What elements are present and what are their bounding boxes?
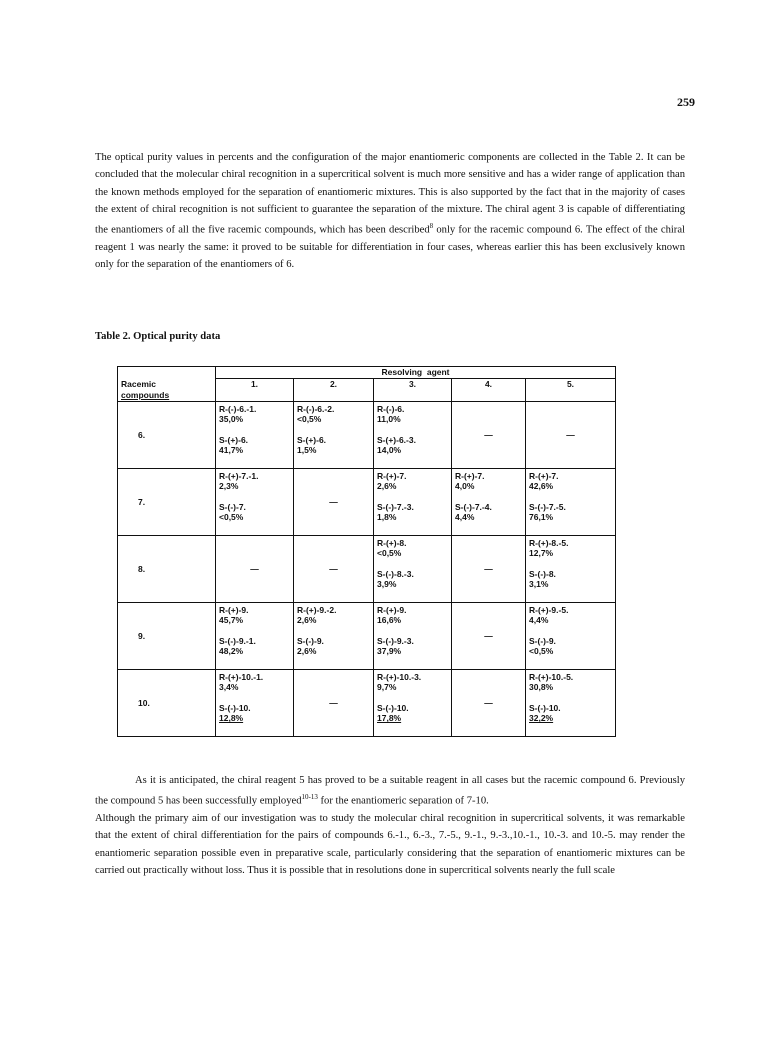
purity-cell: [526, 468, 616, 535]
table-row: [118, 535, 616, 602]
r-value: <0,5%: [377, 548, 402, 558]
row-header-label-2: compounds: [118, 390, 216, 401]
column-header-3: 3.: [374, 379, 452, 391]
s-value: 14,0%: [377, 445, 402, 455]
row-header-cell: [118, 367, 216, 379]
s-value: 3,9%: [377, 579, 397, 589]
r-config: R-(-)-6.-1.: [219, 403, 257, 414]
r-config: R-(+)-8.-5.: [529, 537, 569, 548]
r-value: 4,4%: [529, 615, 549, 625]
empty-cell-dash: —: [294, 669, 374, 736]
purity-cell: [526, 669, 616, 736]
r-value: 4,0%: [455, 481, 475, 491]
table-row: [118, 401, 616, 468]
compound-label: 9.: [118, 602, 216, 669]
column-group-header: Resolving agent: [216, 367, 616, 379]
optical-purity-table: [117, 366, 616, 737]
r-config: R-(+)-10.-1.: [219, 671, 264, 682]
s-value: 41,7%: [219, 445, 244, 455]
r-config: R-(+)-8.: [377, 537, 407, 548]
purity-cell: [374, 602, 452, 669]
s-value: 37,9%: [377, 646, 402, 656]
s-config: S-(-)-8.-3.: [377, 568, 414, 579]
compound-label: 6.: [118, 401, 216, 468]
s-config: S-(-)-8.: [529, 568, 556, 579]
table-row: [118, 669, 616, 736]
table-row: [118, 468, 616, 535]
s-value: 1,8%: [377, 512, 397, 522]
purity-cell: [216, 602, 294, 669]
paragraph-results: The optical purity values in percents and the configuration of the major enantiomeric components are collected in the Table 2. It can be concluded that the molecular chiral recognition in a supercritical solvent is much more sensitive and has a wider range of application than the known methods employed for the separation of enantiomeric mixtures. This is also supported by the fact that in the majority of cases the extent of chiral recognition is not sufficient to guarantee the separation of the mixture. The chiral agent 3 is capable of differentiating the enantiomers of all the five racemic compounds, which has been described$^8$ only for the racemic compound 6. The effect of the chiral reagent 1 was nearly the same: it proved to be suitable for differentiation in four cases, whereas earlier this has been exclusively known only for the separation of the enantiomers of 6.: [95, 152, 685, 271]
purity-cell: [294, 401, 374, 468]
r-value: 16,6%: [377, 615, 402, 625]
r-config: R-(+)-9.-5.: [529, 604, 569, 615]
s-value: <0,5%: [529, 646, 554, 656]
s-value: 17,8%: [377, 713, 402, 723]
s-config: S-(-)-10.: [529, 702, 561, 713]
empty-cell-dash: —: [294, 468, 374, 535]
row-header-label: Racemic: [118, 379, 216, 391]
r-value: 9,7%: [377, 682, 397, 692]
r-config: R-(+)-9.: [377, 604, 407, 615]
r-config: R-(+)-10.-3.: [377, 671, 422, 682]
s-config: S-(-)-7.-4.: [455, 501, 492, 512]
s-value: <0,5%: [219, 512, 244, 522]
s-config: S-(+)-6.: [297, 434, 327, 445]
purity-cell: [294, 602, 374, 669]
purity-cell: [374, 468, 452, 535]
r-config: R-(+)-7.: [377, 470, 407, 481]
column-header-5: 5.: [526, 379, 616, 391]
s-value: 32,2%: [529, 713, 554, 723]
s-config: S-(-)-10.: [219, 702, 251, 713]
s-value: 76,1%: [529, 512, 554, 522]
s-config: S-(+)-6.-3.: [377, 434, 416, 445]
empty-cell-dash: —: [526, 401, 616, 468]
empty-cell-dash: —: [452, 669, 526, 736]
r-value: 35,0%: [219, 414, 244, 424]
s-value: 48,2%: [219, 646, 244, 656]
r-value: 2,6%: [377, 481, 397, 491]
r-value: 2,3%: [219, 481, 239, 491]
s-config: S-(-)-9.: [297, 635, 324, 646]
s-value: 3,1%: [529, 579, 549, 589]
s-value: 1,5%: [297, 445, 317, 455]
r-config: R-(+)-9.: [219, 604, 249, 615]
r-config: R-(+)-9.-2.: [297, 604, 337, 615]
table-caption: Table 2. Optical purity data: [95, 331, 221, 342]
r-value: 11,0%: [377, 414, 401, 424]
s-value: 4,4%: [455, 512, 475, 522]
table-row: [118, 602, 616, 669]
purity-cell: [216, 401, 294, 468]
citation-superscript-2: 10-13: [301, 793, 318, 802]
r-value: 42,6%: [529, 481, 554, 491]
r-config: R-(-)-6.-2.: [297, 403, 335, 414]
compound-label: 10.: [118, 669, 216, 736]
page-number: 259: [677, 95, 695, 109]
empty-cell-dash: —: [294, 535, 374, 602]
r-config: R-(+)-7.: [529, 470, 559, 481]
purity-cell: [374, 401, 452, 468]
r-value: 2,6%: [297, 615, 317, 625]
s-config: S-(-)-10.: [377, 702, 409, 713]
purity-cell: [216, 468, 294, 535]
citation-superscript: 8: [429, 222, 434, 231]
purity-cell: [526, 535, 616, 602]
purity-cell: [452, 468, 526, 535]
empty-cell-dash: —: [216, 535, 294, 602]
column-header-2: 2.: [294, 379, 374, 391]
r-value: 3,4%: [219, 682, 239, 692]
s-config: S-(-)-7.-3.: [377, 501, 414, 512]
s-value: 12,8%: [219, 713, 244, 723]
column-header-4: 4.: [452, 379, 526, 391]
r-value: 12,7%: [529, 548, 554, 558]
purity-cell: [526, 602, 616, 669]
compound-label: 8.: [118, 535, 216, 602]
r-value: 45,7%: [219, 615, 244, 625]
r-value: 30,8%: [529, 682, 554, 692]
paragraph-discussion: As it is anticipated, the chiral reagent 5 has proved to be a suitable reagent in all cases but the racemic compound 6. Previously the compound 5 has been successfully employed$^{10-13}$ for the enantiomeric separation of 7-10. Although the primary aim of our investigation was to study the molecular chiral recognition in supercritical solvents, it was remarkable that the extent of chiral differentiation for the pairs of compounds 6.-1., 6.-3., 7.-5., 9.-1., 9.-3.,10.-1., 10.-3. and 10.-5. may render the enantiomeric separation possible even in preparative scale, particularly considering that the separation of enantiomeric mixtures can be carried out practically without loss. Thus it is possible that in resolutions done in supercritical solvents nearly the full scale: [95, 775, 685, 877]
r-config: R-(-)-6.: [377, 403, 405, 414]
purity-cell: [374, 535, 452, 602]
s-config: S-(-)-7.: [219, 501, 246, 512]
empty-cell-dash: —: [452, 602, 526, 669]
purity-cell: [374, 669, 452, 736]
s-value: 2,6%: [297, 646, 317, 656]
empty-cell-dash: —: [452, 401, 526, 468]
column-header-1: 1.: [216, 379, 294, 391]
s-config: S-(-)-7.-5.: [529, 501, 566, 512]
s-config: S-(-)-9.: [529, 635, 556, 646]
compound-label: 7.: [118, 468, 216, 535]
r-config: R-(+)-10.-5.: [529, 671, 574, 682]
r-config: R-(+)-7.: [455, 470, 485, 481]
s-config: S-(+)-6.: [219, 434, 249, 445]
s-config: S-(-)-9.-3.: [377, 635, 414, 646]
r-value: <0,5%: [297, 414, 322, 424]
r-config: R-(+)-7.-1.: [219, 470, 259, 481]
empty-cell-dash: —: [452, 535, 526, 602]
s-config: S-(-)-9.-1.: [219, 635, 256, 646]
purity-cell: [216, 669, 294, 736]
